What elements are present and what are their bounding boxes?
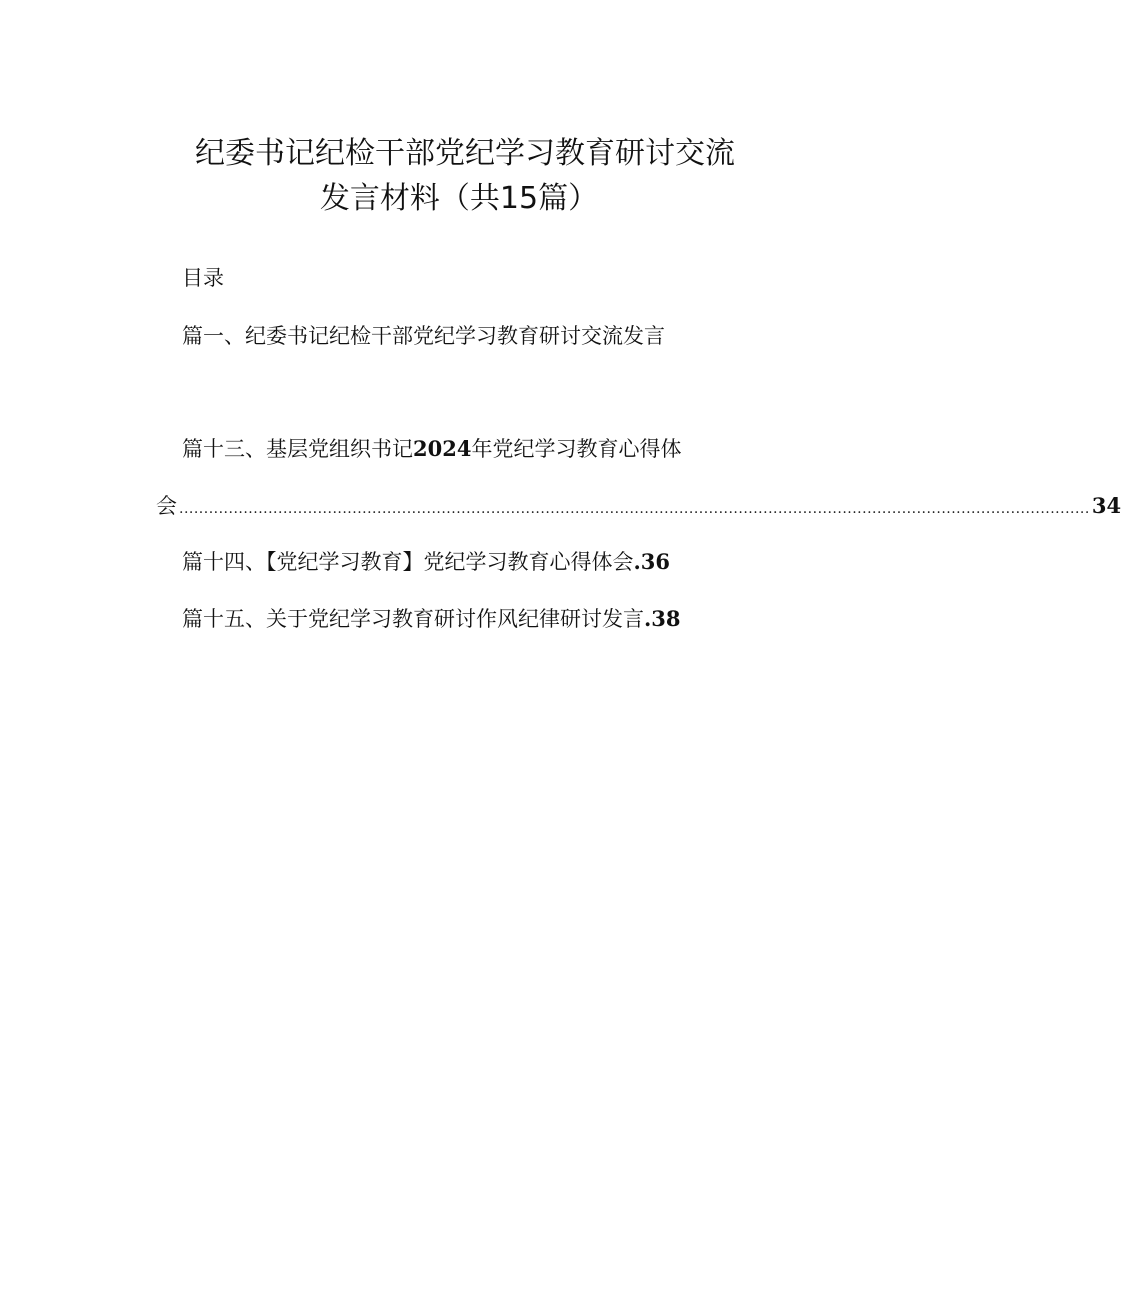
toc-entry-13-continuation[interactable]	[156, 491, 1121, 521]
toc-entry-13-year: 2024	[413, 436, 472, 461]
document-title-line2: 发言材料（共15篇）	[319, 181, 599, 216]
toc-entry-13-suffix: 年党纪学习教育心得体	[471, 437, 682, 461]
toc-entry-14[interactable]	[182, 547, 670, 577]
toc-entry-13-prefix: 篇十三、基层党组织书记	[182, 437, 413, 461]
toc-entry-15[interactable]	[182, 604, 681, 634]
toc-entry-13-wrap: 会	[156, 494, 177, 518]
toc-entry-14-page: .36	[633, 549, 671, 574]
document-title-line1: 纪委书记纪检干部党纪学习教育研讨交流	[195, 136, 735, 171]
toc-leader-dots: ........................................................................................................................................................................................	[179, 501, 1090, 517]
toc-entry-13[interactable]	[182, 434, 681, 464]
toc-entry-15-text: 篇十五、关于党纪学习教育研讨作风纪律研讨发言	[182, 607, 644, 631]
toc-entry-15-page: .38	[644, 606, 681, 631]
toc-entry-13-page: 34	[1091, 493, 1121, 518]
toc-entry-14-text: 篇十四、【党纪学习教育】党纪学习教育心得体会	[182, 550, 634, 574]
toc-entry-1-text: 篇一、纪委书记纪检干部党纪学习教育研讨交流发言	[182, 324, 665, 348]
toc-entry-1[interactable]	[182, 321, 665, 351]
toc-heading: 目录	[182, 266, 224, 290]
